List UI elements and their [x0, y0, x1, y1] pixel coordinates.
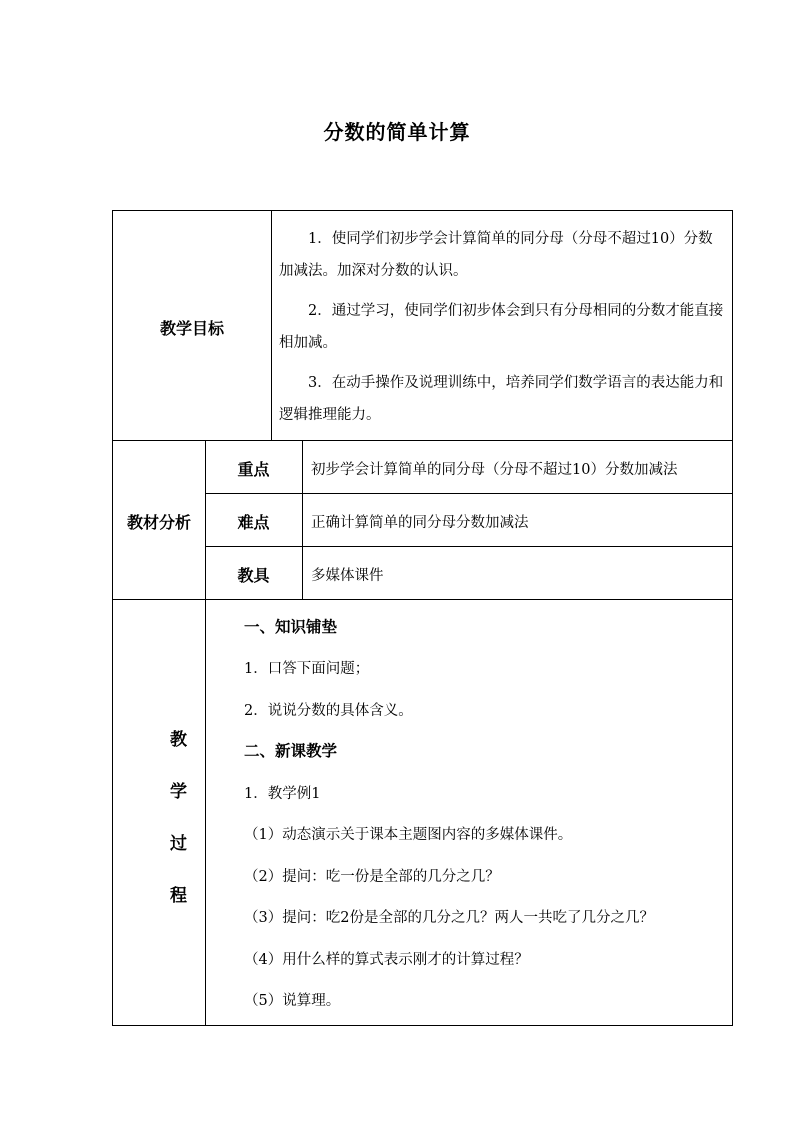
key-point-value: 初步学会计算简单的同分母（分母不超过10）分数加减法: [311, 462, 678, 478]
process-line: （4）用什么样的算式表示刚才的计算过程？: [244, 952, 529, 968]
process-heading: 一、知识铺垫: [244, 617, 338, 636]
process-line: 1．口答下面问题；: [244, 661, 370, 677]
goals-item: 3．在动手操作及说理训练中，培养同学们数学语言的表达能力和逻辑推理能力。: [279, 375, 724, 423]
lesson-plan-table: [112, 210, 733, 1026]
goals-item: 1．使同学们初步学会计算简单的同分母（分母不超过10）分数加减法。加深对分数的认识。: [279, 231, 713, 279]
analysis-label: 教材分析: [126, 513, 191, 532]
teaching-aids-value: 多媒体课件: [311, 568, 384, 584]
process-line: （2）提问：吃一份是全部的几分之几？: [244, 869, 500, 885]
divider-analysis-bottom: [113, 599, 732, 600]
page-title: 分数的简单计算: [323, 120, 471, 144]
goals-item: 2．通过学习，使同学们初步体会到只有分母相同的分数才能直接相加减。: [279, 303, 724, 351]
divider-goals-col: [271, 211, 272, 440]
process-line: 2．说说分数的具体含义。: [244, 703, 413, 719]
difficulty-value: 正确计算简单的同分母分数加减法: [311, 515, 529, 531]
process-label-char: 过: [170, 834, 187, 854]
goals-label: 教学目标: [159, 319, 224, 338]
process-line: 1．教学例1: [244, 786, 321, 802]
divider-analysis-row1: [205, 493, 732, 494]
process-heading: 二、新课教学: [244, 741, 338, 760]
process-label-char: 教: [170, 730, 187, 750]
process-label-char: 程: [170, 886, 187, 906]
process-line: （1）动态演示关于课本主题图内容的多媒体课件。: [244, 827, 573, 843]
difficulty-label: 难点: [237, 513, 270, 532]
process-label-char: 学: [170, 782, 187, 802]
process-line: （5）说算理。: [244, 993, 341, 1009]
divider-analysis-row2: [205, 546, 732, 547]
key-point-label: 重点: [237, 460, 270, 479]
divider-analysis-col2: [302, 440, 303, 599]
process-line: （3）提问：吃2份是全部的几分之几？两人一共吃了几分之几？: [244, 910, 654, 926]
teaching-aids-label: 教具: [237, 566, 270, 585]
